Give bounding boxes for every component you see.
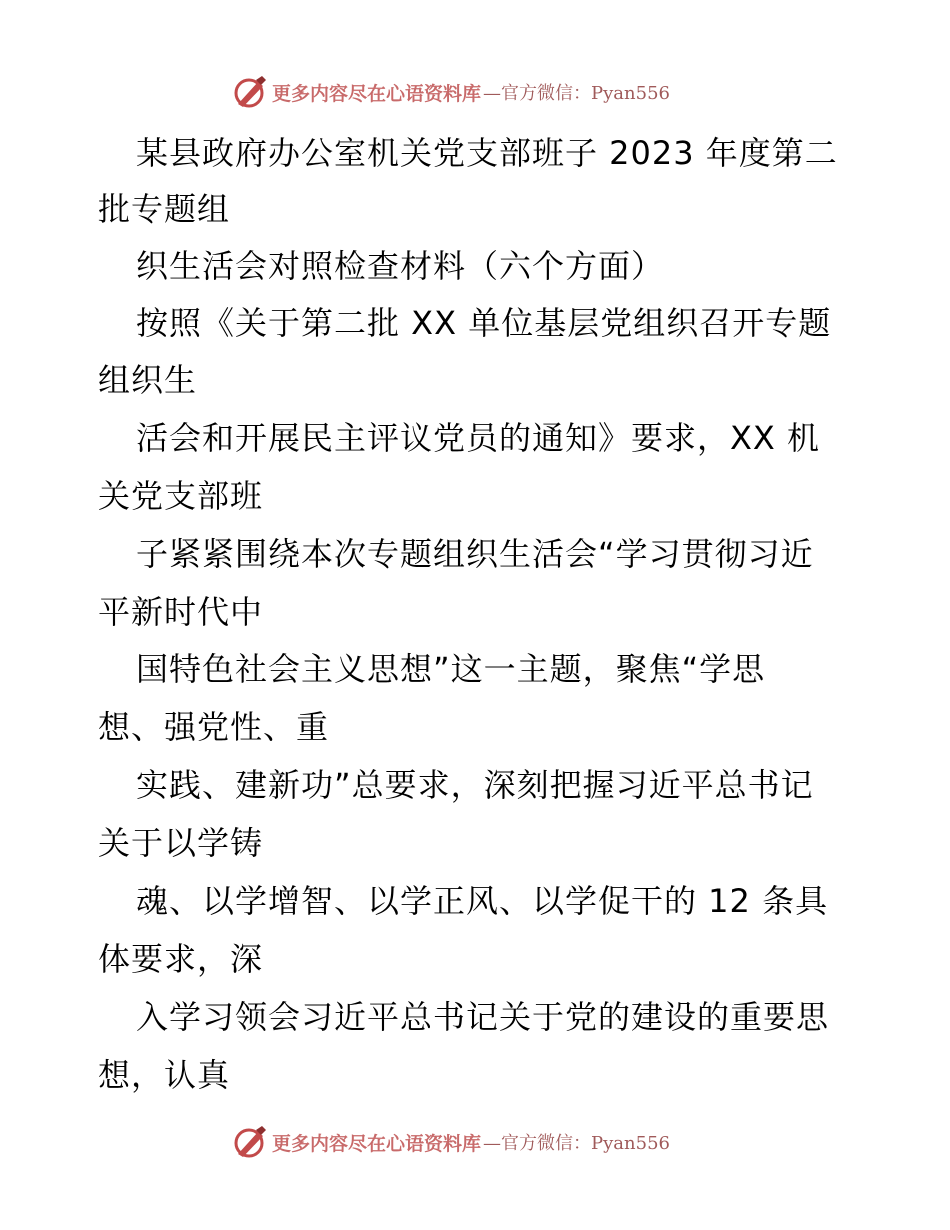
text-line: 某县政府办公室机关党支部班子 2023 年度第二 (136, 134, 838, 172)
pen-logo-icon (232, 74, 268, 110)
text-line: 子紧紧围绕本次专题组织生活会“学习贯彻习近 (136, 535, 814, 573)
text-line: 按照《关于第二批 XX 单位基层党组织召开专题 (136, 304, 832, 342)
text-line: 体要求，深 (98, 940, 264, 978)
text-line: 批专题组 (98, 190, 231, 228)
text-line: 织生活会对照检查材料（六个方面） (136, 247, 665, 285)
text-line: 关于以学铸 (98, 824, 264, 862)
text-line: 组织生 (98, 361, 198, 399)
text-line: 实践、建新功”总要求，深刻把握习近平总书记 (136, 766, 814, 804)
text-line: 国特色社会主义思想”这一主题，聚焦“学思 (136, 650, 766, 688)
text-line: 魂、以学增智、以学正风、以学促干的 12 条具 (136, 882, 829, 920)
text-line: 想、强党性、重 (98, 708, 330, 746)
text-line: 平新时代中 (98, 593, 264, 631)
watermark-main-text: 更多内容尽在心语资料库 (272, 82, 482, 105)
watermark-banner-bottom (232, 1122, 670, 1162)
pen-logo-icon (232, 1124, 268, 1160)
watermark-banner-top (232, 72, 670, 112)
watermark-main-text: 更多内容尽在心语资料库 (272, 1132, 482, 1155)
watermark-wechat-text: —官方微信：Pyan556 (483, 1133, 670, 1154)
text-line: 入学习领会习近平总书记关于党的建设的重要思 (136, 998, 830, 1036)
text-line: 活会和开展民主评议党员的通知》要求，XX 机 (136, 419, 821, 457)
watermark-wechat-text: —官方微信：Pyan556 (483, 83, 670, 104)
text-line: 关党支部班 (98, 477, 264, 515)
text-line: 想，认真 (98, 1056, 231, 1094)
